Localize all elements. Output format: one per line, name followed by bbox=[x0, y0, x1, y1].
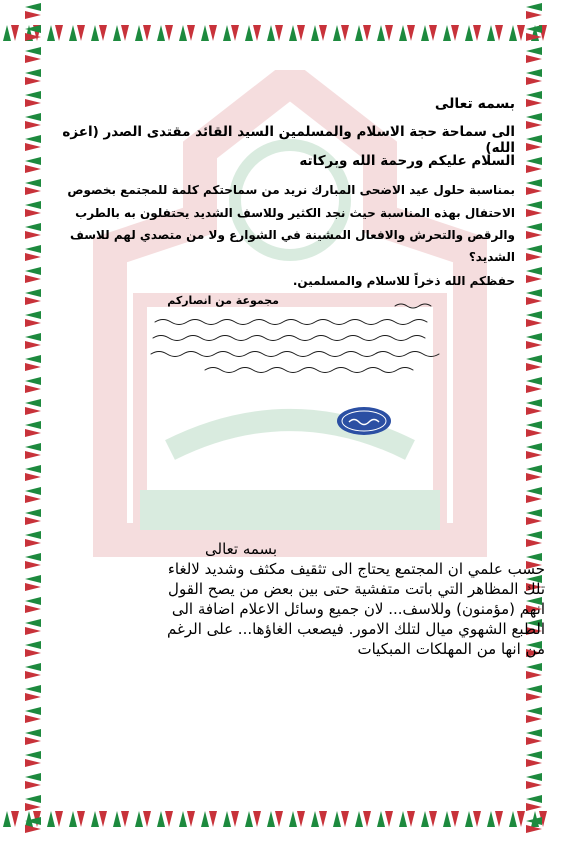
border-ornament-tile bbox=[264, 22, 286, 44]
transcription-line-2: حسب علمي ان المجتمع يحتاج الى تثقيف مكثف وشديد لالغاء bbox=[167, 560, 545, 578]
letter-body-line-2: الاحتفال بهذه المناسبة حيث نجد الكثير وللاسف الشديد يحتفلون به بالطرب bbox=[75, 206, 515, 220]
border-ornament-tile bbox=[374, 808, 396, 830]
letter-greeting: السلام عليكم ورحمة الله وبركاته bbox=[299, 153, 515, 169]
border-ornament-tile bbox=[66, 22, 88, 44]
border-ornament-tile bbox=[22, 528, 44, 550]
letter-body-line-4: الشديد؟ bbox=[468, 250, 515, 264]
transcription-line-4: انهم (مؤمنون) وللاسف... لان جميع وسائل الاعلام اضافة الى bbox=[171, 600, 545, 618]
border-ornament-tile bbox=[523, 506, 545, 528]
border-ornament-tile bbox=[0, 808, 22, 830]
border-ornament-tile bbox=[308, 808, 330, 830]
border-ornament-tile bbox=[264, 808, 286, 830]
border-ornament-tile bbox=[484, 22, 506, 44]
border-ornament-tile bbox=[198, 808, 220, 830]
border-ornament-tile bbox=[523, 66, 545, 88]
border-ornament-tile bbox=[22, 330, 44, 352]
border-ornament-tile bbox=[176, 808, 198, 830]
border-ornament-tile bbox=[286, 808, 308, 830]
border-ornament-tile bbox=[308, 22, 330, 44]
border-ornament-tile bbox=[22, 660, 44, 682]
border-ornament-tile bbox=[523, 154, 545, 176]
border-ornament-tile bbox=[523, 682, 545, 704]
border-ornament-tile bbox=[523, 462, 545, 484]
border-ornament-tile bbox=[484, 808, 506, 830]
letter-bismillah: بسمه تعالى bbox=[434, 96, 515, 112]
border-ornament-tile bbox=[523, 0, 545, 22]
border-ornament-tile bbox=[523, 330, 545, 352]
border-ornament-tile bbox=[242, 22, 264, 44]
border-ornament-tile bbox=[396, 808, 418, 830]
border-ornament-tile bbox=[110, 808, 132, 830]
border-ornament-tile bbox=[220, 22, 242, 44]
border-ornament-tile bbox=[523, 660, 545, 682]
border-ornament-tile bbox=[66, 808, 88, 830]
border-ornament-tile bbox=[374, 22, 396, 44]
border-ornament-tile bbox=[22, 748, 44, 770]
border-ornament-tile bbox=[523, 748, 545, 770]
right-border bbox=[523, 0, 545, 850]
border-ornament-tile bbox=[22, 484, 44, 506]
border-ornament-tile bbox=[22, 374, 44, 396]
border-ornament-tile bbox=[22, 440, 44, 462]
border-ornament-tile bbox=[523, 418, 545, 440]
border-ornament-tile bbox=[44, 22, 66, 44]
border-ornament-tile bbox=[22, 462, 44, 484]
border-ornament-tile bbox=[418, 808, 440, 830]
border-ornament-tile bbox=[22, 44, 44, 66]
letter-recipient: الى سماحة حجة الاسلام والمسلمين السيد القائد مقتدى الصدر (اعزه الله) bbox=[62, 124, 515, 156]
border-ornament-tile bbox=[22, 770, 44, 792]
letter-closing: حفظكم الله ذخراً للاسلام والمسلمين. bbox=[292, 274, 515, 288]
border-ornament-tile bbox=[132, 22, 154, 44]
border-ornament-tile bbox=[523, 484, 545, 506]
border-ornament-tile bbox=[0, 22, 22, 44]
border-ornament-tile bbox=[132, 808, 154, 830]
border-ornament-tile bbox=[22, 0, 44, 22]
border-ornament-tile bbox=[44, 808, 66, 830]
border-ornament-tile bbox=[523, 814, 545, 836]
transcription-line-3: تلك المظاهر التي باتت متفشية حتى بين بعض من يصح القول bbox=[168, 580, 545, 598]
border-ornament-tile bbox=[22, 308, 44, 330]
border-ornament-tile bbox=[523, 396, 545, 418]
border-ornament-tile bbox=[22, 506, 44, 528]
bottom-border bbox=[0, 808, 567, 830]
border-ornament-tile bbox=[523, 374, 545, 396]
border-ornament-tile bbox=[523, 88, 545, 110]
border-ornament-tile bbox=[154, 808, 176, 830]
border-ornament-tile bbox=[523, 726, 545, 748]
border-ornament-tile bbox=[440, 808, 462, 830]
border-ornament-tile bbox=[440, 22, 462, 44]
border-ornament-tile bbox=[352, 808, 374, 830]
border-ornament-tile bbox=[523, 22, 545, 44]
border-ornament-tile bbox=[523, 110, 545, 132]
letter-signature: مجموعة من انصاركم bbox=[167, 294, 279, 307]
border-ornament-tile bbox=[22, 704, 44, 726]
transcription-line-1: بسمه تعالى bbox=[205, 540, 278, 558]
top-border bbox=[0, 22, 567, 44]
border-ornament-tile bbox=[22, 814, 44, 836]
border-ornament-tile bbox=[523, 308, 545, 330]
border-ornament-tile bbox=[523, 264, 545, 286]
seal-stamp bbox=[335, 405, 393, 437]
transcription-line-6: من انها من المهلكات المبكيات bbox=[357, 640, 545, 658]
handwritten-reply bbox=[145, 300, 445, 380]
border-ornament-tile bbox=[418, 22, 440, 44]
border-ornament-tile bbox=[198, 22, 220, 44]
letter-body-line-1: بمناسبة حلول عيد الاضحى المبارك نريد من سماحتكم كلمة للمجتمع بخصوص bbox=[67, 183, 515, 197]
border-ornament-tile bbox=[523, 528, 545, 550]
border-ornament-tile bbox=[523, 792, 545, 814]
border-ornament-tile bbox=[22, 418, 44, 440]
border-ornament-tile bbox=[396, 22, 418, 44]
border-ornament-tile bbox=[176, 22, 198, 44]
border-ornament-tile bbox=[462, 808, 484, 830]
border-ornament-tile bbox=[352, 22, 374, 44]
border-ornament-tile bbox=[462, 22, 484, 44]
border-ornament-tile bbox=[523, 242, 545, 264]
border-ornament-tile bbox=[523, 440, 545, 462]
border-ornament-tile bbox=[22, 88, 44, 110]
border-ornament-tile bbox=[523, 132, 545, 154]
border-ornament-tile bbox=[22, 396, 44, 418]
border-ornament-tile bbox=[330, 808, 352, 830]
border-ornament-tile bbox=[330, 22, 352, 44]
border-ornament-tile bbox=[22, 66, 44, 88]
border-ornament-tile bbox=[286, 22, 308, 44]
border-ornament-tile bbox=[523, 176, 545, 198]
border-ornament-tile bbox=[220, 808, 242, 830]
letter-body-line-3: والرقص والتحرش والافعال المشينة في الشوارع ولا من متصدي لهم للاسف bbox=[69, 228, 515, 242]
border-ornament-tile bbox=[154, 22, 176, 44]
border-ornament-tile bbox=[88, 808, 110, 830]
border-ornament-tile bbox=[523, 770, 545, 792]
border-ornament-tile bbox=[22, 22, 44, 44]
border-ornament-tile bbox=[523, 44, 545, 66]
border-ornament-tile bbox=[22, 682, 44, 704]
transcription-line-5: الطبع الشهوي ميال لتلك الامور. فيصعب الغاؤها... على الرغم bbox=[167, 620, 545, 638]
border-ornament-tile bbox=[523, 220, 545, 242]
border-ornament-tile bbox=[523, 198, 545, 220]
border-ornament-tile bbox=[110, 22, 132, 44]
border-ornament-tile bbox=[22, 726, 44, 748]
border-ornament-tile bbox=[523, 704, 545, 726]
border-ornament-tile bbox=[242, 808, 264, 830]
border-ornament-tile bbox=[523, 286, 545, 308]
border-ornament-tile bbox=[22, 792, 44, 814]
border-ornament-tile bbox=[88, 22, 110, 44]
border-ornament-tile bbox=[22, 352, 44, 374]
border-ornament-tile bbox=[523, 352, 545, 374]
